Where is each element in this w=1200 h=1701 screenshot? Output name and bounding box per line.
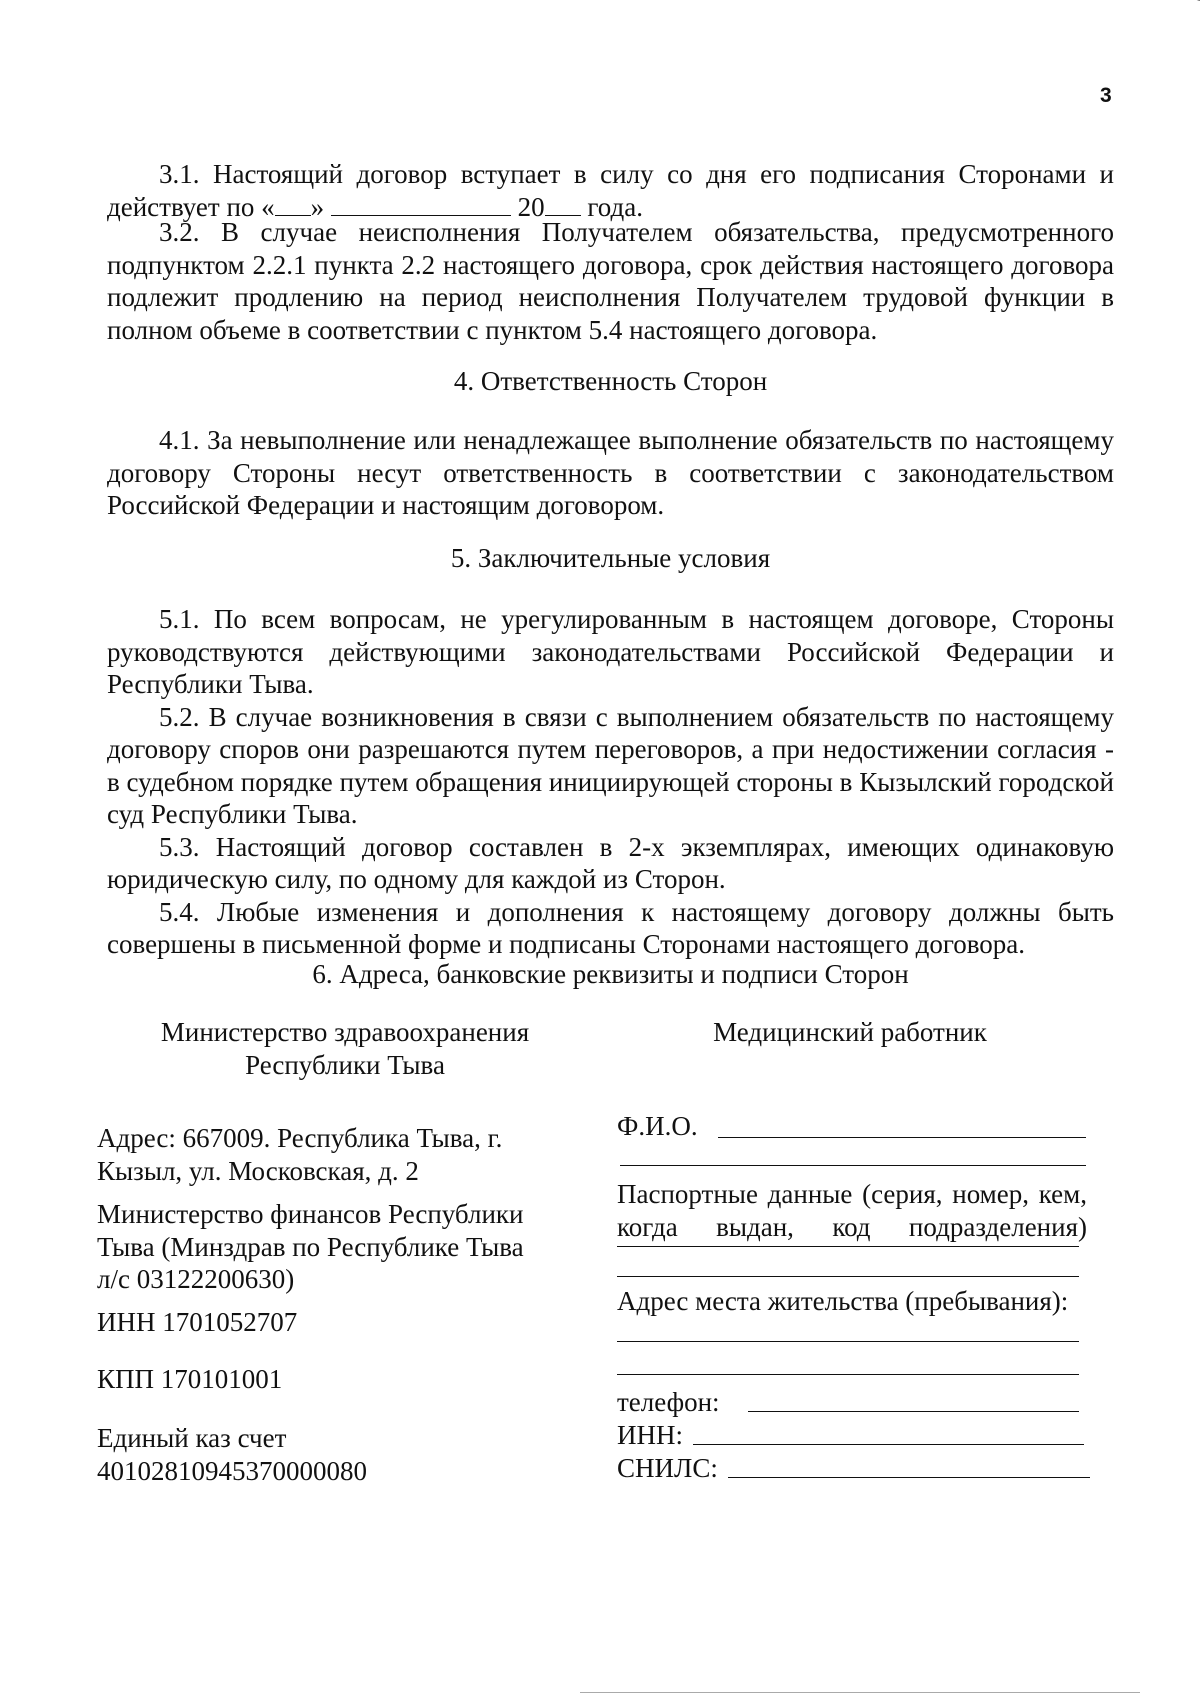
address-line-2: Кызыл, ул. Московская, д. 2 — [97, 1155, 419, 1186]
phone-blank-line — [748, 1411, 1079, 1412]
clause-5-2-text: 5.2. В случае возникновения в связи с выполнением обязательств по настоящему договору споров они разрешаются путем переговоров, а при недостижении согласия - в судебном порядке путем обращения инициирующей стороны в Кызылский городской суд Республики Тыва. — [107, 701, 1114, 829]
snils-label: СНИЛС: — [617, 1453, 718, 1483]
year-suffix: года. — [587, 191, 644, 222]
left-party-title-line-1: Министерство здравоохранения — [160, 1017, 530, 1047]
minfin-line-1: Министерство финансов Республики — [97, 1199, 524, 1229]
heading-section-4: 4. Ответственность Сторон — [453, 366, 768, 396]
clauses-5 — [107, 603, 1114, 961]
inn-label: ИНН: — [617, 1420, 683, 1450]
ministry-address — [97, 1122, 557, 1187]
residence-blank-line-1 — [617, 1341, 1079, 1342]
year-blank — [545, 193, 581, 216]
phone-label: телефон: — [617, 1387, 720, 1417]
passport-blank-line-2 — [617, 1276, 1079, 1277]
right-party-title: Медицинский работник — [713, 1017, 987, 1047]
month-blank — [331, 193, 511, 216]
clause-3-2 — [107, 216, 1114, 346]
day-blank — [275, 193, 311, 216]
clause-3-1 — [107, 158, 1114, 223]
clause-5-3-text: 5.3. Настоящий договор составлен в 2-х экземплярах, имеющих одинаковую юридическую силу, по одному для каждой из Сторон. — [107, 831, 1114, 894]
clause-3-1-text: 3.1. Настоящий договор вступает в силу со дня его подписания Сторонами и действует по « — [107, 159, 1114, 222]
ministry-account — [97, 1422, 557, 1487]
clause-5-1-text: 5.1. По всем вопросам, не урегулированным в настоящем договоре, Стороны руководствуются действующими законодательствами Российской Федерации и Республики Тыва. — [107, 604, 1114, 699]
snils-blank-line — [728, 1477, 1090, 1478]
address-line-1: Адрес: 667009. Республика Тыва, г. — [97, 1123, 503, 1153]
account-label: Единый каз счет — [97, 1423, 287, 1453]
clause-4-1-text: 4.1. За невыполнение или ненадлежащее выполнение обязательств по настоящему договору Стороны несут ответственность в соответствии с законодательством Российской Федерации и настоящим договором. — [107, 425, 1114, 520]
year-prefix: 20 — [517, 191, 545, 222]
clause-5-4-text: 5.4. Любые изменения и дополнения к настоящему договору должны быть совершены в письменной форме и подписаны Сторонами настоящего договора. — [107, 896, 1114, 959]
fio-blank-line — [718, 1137, 1086, 1138]
residence-blank-line-2 — [617, 1374, 1079, 1375]
quote-close: » — [310, 191, 325, 222]
left-party-title-line-2: Республики Тыва — [245, 1049, 445, 1080]
minfin-line-3: л/с 03122200630) — [97, 1264, 295, 1294]
page-number: 3 — [1100, 84, 1112, 107]
scan-bottom-edge — [580, 1692, 1140, 1693]
scan-corner-mark — [1168, 0, 1200, 10]
residence-label: Адрес места жительства (пребывания): — [617, 1286, 1069, 1316]
fio-blank-line-2 — [620, 1165, 1086, 1166]
ministry-kpp: КПП 170101001 — [97, 1364, 283, 1394]
ministry-finance — [97, 1198, 557, 1296]
fio-label: Ф.И.О. — [617, 1111, 698, 1141]
heading-section-6: 6. Адреса, банковские реквизиты и подписи Сторон — [312, 959, 909, 989]
heading-section-5: 5. Заключительные условия — [450, 543, 771, 573]
account-number: 40102810945370000080 — [97, 1455, 367, 1486]
clause-3-2-text: 3.2. В случае неисполнения Получателем обязательства, предусмотренного подпунктом 2.2.1 пункта 2.2 настоящего договора, срок действия настоящего договора подлежит продлению на период неисполнения Получателем трудовой функции в полном объеме в соответствии с пунктом 5.4 настоящего договора. — [107, 217, 1114, 345]
minfin-line-2: Тыва (Минздрав по Республике Тыва — [97, 1231, 524, 1262]
clause-4-1 — [107, 424, 1114, 522]
left-party-title — [100, 1016, 590, 1081]
passport-label — [617, 1178, 1087, 1243]
passport-blank-line-1 — [617, 1246, 1079, 1247]
ministry-inn: ИНН 1701052707 — [97, 1307, 298, 1337]
inn-blank-line — [693, 1444, 1084, 1445]
passport-label-text: Паспортные данные (серия, номер, кем, когда выдан, код подразделения) — [617, 1179, 1087, 1242]
